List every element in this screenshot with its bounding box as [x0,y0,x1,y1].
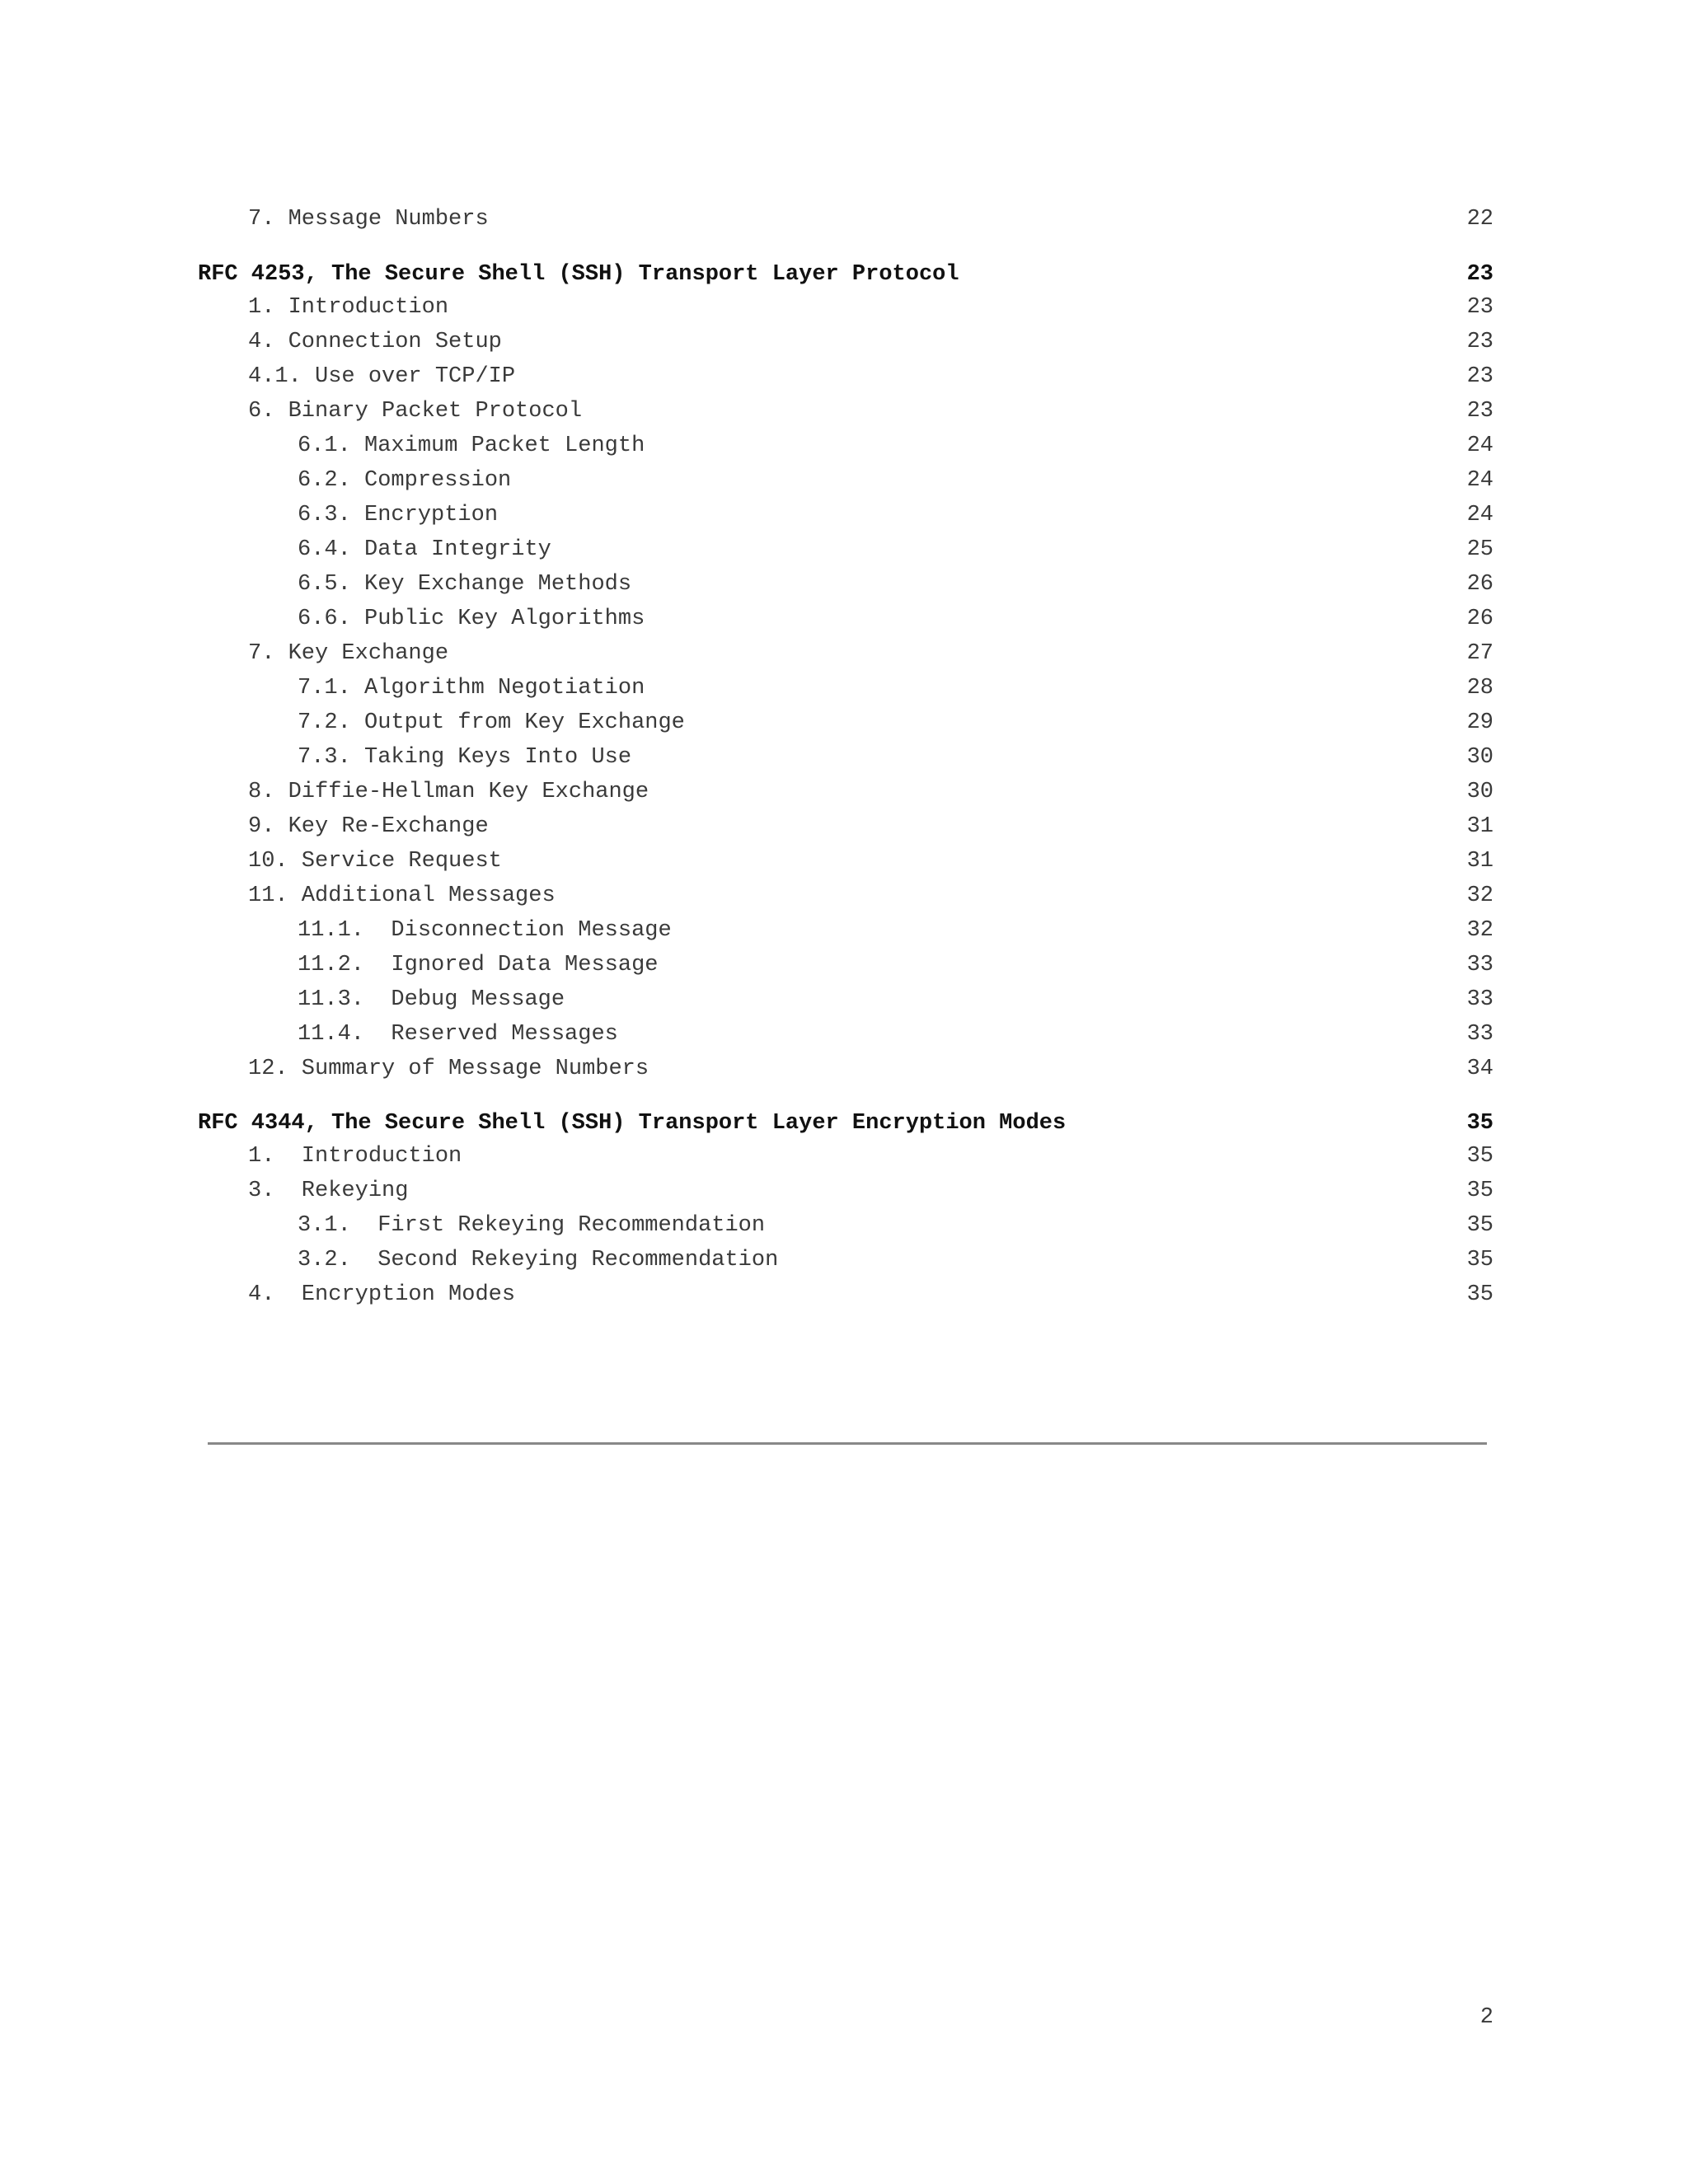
toc-entry-label: 9. Key Re-Exchange [248,814,489,839]
toc-entry [198,949,1493,982]
toc-section-heading [198,1107,1493,1140]
toc-entry-page-number: 29 [1466,710,1493,735]
toc-entry [198,1174,1493,1207]
toc-entry-label: RFC 4253, The Secure Shell (SSH) Transport Layer Protocol [198,262,959,287]
toc-entry-label: 7. Key Exchange [248,641,449,666]
toc-entry [198,1140,1493,1173]
toc-entry-page-number: 35 [1466,1111,1493,1136]
toc-entry-label: 8. Diffie-Hellman Key Exchange [248,780,649,804]
toc-entry-label: 12. Summary of Message Numbers [248,1057,649,1081]
toc-entry [198,326,1493,359]
toc-entry-label: 3.1. First Rekeying Recommendation [298,1213,766,1238]
toc-entry [198,914,1493,947]
toc-section-heading [198,258,1493,291]
toc-entry-page-number: 35 [1466,1144,1493,1169]
toc-entry [198,776,1493,808]
toc-entry-label: 4. Connection Setup [248,330,502,354]
toc-entry-page-number: 33 [1466,1022,1493,1047]
toc-entry-page-number: 26 [1466,572,1493,597]
toc-entry-label: 3.2. Second Rekeying Recommendation [298,1248,779,1272]
toc-entry-page-number: 31 [1466,849,1493,874]
toc-entry-label: 6.1. Maximum Packet Length [298,434,645,458]
toc-entry-page-number: 25 [1466,537,1493,562]
toc-entry [198,672,1493,705]
toc-entry [198,706,1493,739]
toc-entry-label: 10. Service Request [248,849,502,874]
toc-entry-label: 6. Binary Packet Protocol [248,399,583,424]
toc-entry-label: 11.3. Debug Message [298,987,565,1012]
page-number: 2 [1479,2005,1493,2030]
toc-entry [198,1052,1493,1085]
toc-entry-page-number: 31 [1466,814,1493,839]
toc-entry-page-number: 22 [1466,207,1493,232]
toc-entry-page-number: 33 [1466,987,1493,1012]
toc-entry [198,879,1493,912]
toc-entry-label: 1. Introduction [248,1144,462,1169]
toc-entry [198,983,1493,1016]
toc-entry [198,568,1493,601]
toc-entry [198,637,1493,670]
horizontal-rule [208,1442,1487,1445]
toc-entry-label: RFC 4344, The Secure Shell (SSH) Transport Layer Encryption Modes [198,1111,1067,1136]
toc-entry-page-number: 35 [1466,1179,1493,1203]
toc-entry-page-number: 35 [1466,1282,1493,1307]
toc-entry-label: 3. Rekeying [248,1179,409,1203]
toc-entry [198,360,1493,393]
toc-entry [198,203,1493,236]
toc-entry-page-number: 27 [1466,641,1493,666]
toc-entry-page-number: 32 [1466,883,1493,908]
toc-entry-label: 11.2. Ignored Data Message [298,953,659,977]
toc-entry-page-number: 26 [1466,607,1493,631]
toc-entry-page-number: 24 [1466,434,1493,458]
toc-entry-page-number: 30 [1466,780,1493,804]
toc-entry-label: 4.1. Use over TCP/IP [248,364,516,389]
toc-entry-page-number: 34 [1466,1057,1493,1081]
toc-entry [198,1244,1493,1277]
toc-entry-label: 6.5. Key Exchange Methods [298,572,632,597]
toc-entry [198,499,1493,532]
toc-entry-page-number: 24 [1466,468,1493,493]
toc-entry [198,464,1493,497]
toc-entry-label: 7.1. Algorithm Negotiation [298,676,645,701]
toc-entry [198,741,1493,774]
toc-entry-page-number: 23 [1466,262,1493,287]
toc-entry-page-number: 28 [1466,676,1493,701]
toc-entry-page-number: 23 [1466,295,1493,320]
toc-entry [198,1018,1493,1051]
toc-entry-label: 6.2. Compression [298,468,512,493]
toc-entry-page-number: 32 [1466,918,1493,943]
toc-entry-label: 6.4. Data Integrity [298,537,551,562]
toc-entry-label: 11.1. Disconnection Message [298,918,672,943]
toc-entry-label: 6.3. Encryption [298,503,499,527]
toc-entry [198,429,1493,462]
toc-entry [198,602,1493,635]
toc-entry-page-number: 23 [1466,364,1493,389]
toc-entry [198,395,1493,428]
toc-entry-label: 6.6. Public Key Algorithms [298,607,645,631]
toc-entry-page-number: 24 [1466,503,1493,527]
toc-entry-label: 11.4. Reserved Messages [298,1022,618,1047]
toc-entry-page-number: 33 [1466,953,1493,977]
toc-entry-label: 11. Additional Messages [248,883,556,908]
toc-entry [198,810,1493,843]
toc-entry-page-number: 30 [1466,745,1493,770]
toc-entry-page-number: 35 [1466,1213,1493,1238]
toc-entry-label: 7.3. Taking Keys Into Use [298,745,632,770]
toc-entry-page-number: 23 [1466,330,1493,354]
toc-entry [198,533,1493,566]
toc-entry-label: 4. Encryption Modes [248,1282,516,1307]
toc-entry [198,1278,1493,1311]
toc-entry-page-number: 35 [1466,1248,1493,1272]
toc-entry-label: 1. Introduction [248,295,449,320]
toc-entry [198,1209,1493,1242]
toc-entry-label: 7.2. Output from Key Exchange [298,710,685,735]
toc-entry-label: 7. Message Numbers [248,207,489,232]
toc-entry [198,291,1493,324]
toc-entry-page-number: 23 [1466,399,1493,424]
toc-entry [198,845,1493,878]
